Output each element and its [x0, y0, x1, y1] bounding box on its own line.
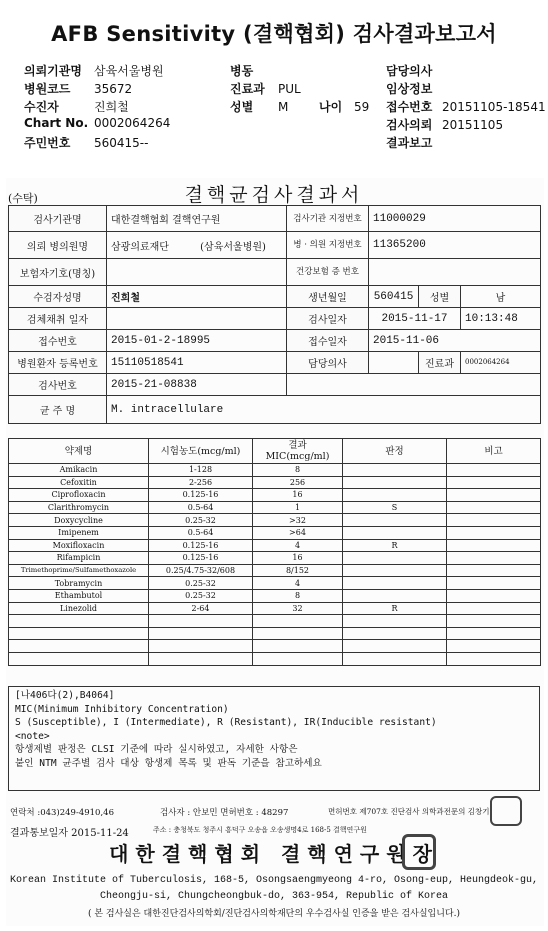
mic-value: 16 [253, 489, 343, 502]
inst-label: 검사기관명 [9, 206, 107, 232]
remark [447, 627, 541, 640]
interpretation [343, 552, 447, 565]
remark [447, 589, 541, 602]
interpretation [343, 589, 447, 602]
dob-value: 560415 [369, 286, 419, 308]
mic-value [253, 652, 343, 665]
test-range: 0.25-32 [149, 514, 253, 527]
header-field-label: 결과보고 [386, 136, 433, 150]
header-field-label: 접수번호 [386, 100, 433, 114]
header-field-label: 의뢰기관명 [24, 64, 82, 78]
recvdate-value: 2015-11-06 [369, 330, 541, 352]
header-field-label: 성별 [230, 100, 254, 114]
interpretation [343, 464, 447, 477]
dept-value: 0002064264 [461, 352, 541, 374]
mic-value: >64 [253, 526, 343, 539]
reg-value: 15110518541 [107, 352, 287, 374]
header-field-label: 주민번호 [24, 136, 71, 150]
footer-report-date: 결과통보일자 2015-11-24 [10, 828, 129, 839]
header-field-value: 삼육서울병원 [94, 64, 164, 78]
note-line: 항생제별 판정은 CLSI 기준에 따라 실시하였고, 자세한 사항은 [15, 744, 298, 755]
test-range: 2-256 [149, 476, 253, 489]
footer-phone: 연락처 :043)249-4910,46 [10, 808, 114, 818]
footer-english-line1: Korean Institute of Tuberculosis, 168-5, Osongsaengmyeong 4-ro, Osong-eup, Heungdeok-gu, [9, 875, 539, 886]
interpretation: R [343, 602, 447, 615]
header-field [230, 98, 301, 116]
test-range: 0.5-64 [149, 526, 253, 539]
col-mic-header: 결과 MIC(mcg/ml) [253, 439, 343, 464]
doc-value [369, 352, 419, 374]
health-label: 건강보험 증 번호 [287, 259, 369, 286]
remark [447, 640, 541, 653]
interpretation [343, 514, 447, 527]
req-cell [107, 232, 287, 259]
health-value [369, 259, 541, 286]
test-range: 2-64 [149, 602, 253, 615]
header-field-label: 병동 [230, 64, 254, 78]
sex-value: 남 [461, 286, 541, 308]
code-value: 11000029 [369, 206, 541, 232]
mic-value [253, 627, 343, 640]
header-field-label: 임상정보 [386, 82, 433, 96]
mic-value: 8 [253, 464, 343, 477]
collect-value [107, 308, 287, 330]
drug-name: Moxifloxacin [9, 539, 149, 552]
test-range: 0.125-16 [149, 539, 253, 552]
header-field-value: PUL [278, 82, 301, 96]
drug-name [9, 615, 149, 628]
interpretation [343, 640, 447, 653]
note-line: MIC(Minimum Inhibitory Concentration) [15, 703, 229, 715]
footer-english-line2: Cheongju-si, Chungcheongbuk-do, 363-954, Republic of Korea [99, 891, 449, 902]
remark [447, 501, 541, 514]
inst-value: 대한결핵협회 결핵연구원 [107, 206, 287, 232]
table-row [9, 489, 541, 502]
ins-label: 보험자기호(명칭) [9, 259, 107, 286]
req-sub: (삼육서울병원) [200, 241, 266, 253]
recv-value: 2015-01-2-18995 [107, 330, 287, 352]
header-field [386, 116, 546, 134]
table-row [9, 627, 541, 640]
col-conc-header: 시험농도(mcg/ml) [149, 439, 253, 464]
table-row [9, 526, 541, 539]
testdate-value: 2015-11-17 [369, 308, 461, 330]
req-label: 의뢰 병의원명 [9, 232, 107, 259]
header-field [24, 62, 170, 80]
table-row [9, 652, 541, 665]
header-field [24, 80, 170, 98]
testno-value: 2015-21-08838 [107, 374, 287, 396]
interpretation [343, 526, 447, 539]
note-line: S (Susceptible), I (Intermediate), R (Resistant), IR(Inducible resistant) [15, 717, 437, 728]
interpretation [343, 652, 447, 665]
header-col-1 [24, 62, 170, 152]
drug-name: Amikacin [9, 464, 149, 477]
header-field-value: 20151105-18541 [442, 100, 546, 114]
interpretation [343, 476, 447, 489]
mic-value: 1 [253, 501, 343, 514]
drug-name: Ethambutol [9, 589, 149, 602]
page-title: AFB Sensitivity (결핵협회) 검사결과보고서 [51, 22, 497, 46]
doctor-seal [490, 796, 522, 826]
remark [447, 514, 541, 527]
table-row [9, 464, 541, 477]
remark [447, 464, 541, 477]
remark [447, 564, 541, 577]
header-field-label: 수진자 [24, 100, 59, 114]
header-field-value: 35672 [94, 82, 133, 96]
report-stamp-note: (수탁) [8, 192, 38, 205]
test-range [149, 615, 253, 628]
remark [447, 577, 541, 590]
recvdate-label: 접수일자 [287, 330, 369, 352]
reg-label: 병원환자 등록번호 [9, 352, 107, 374]
test-range: 0.25-32 [149, 577, 253, 590]
drug-name: Trimethoprime/Sulfamethoxazole [9, 564, 149, 577]
collect-label: 검체채취 일자 [9, 308, 107, 330]
header-field [230, 62, 301, 80]
col-note-header: 비고 [447, 439, 541, 464]
mic-value [253, 615, 343, 628]
header-field-value: M [278, 100, 289, 114]
interpretation [343, 577, 447, 590]
interpretation [343, 615, 447, 628]
col-result-header: 판정 [343, 439, 447, 464]
table-row [9, 539, 541, 552]
remark [447, 615, 541, 628]
mic-value: >32 [253, 514, 343, 527]
remark [447, 489, 541, 502]
header-field [386, 98, 546, 116]
drug-name [9, 627, 149, 640]
test-range [149, 652, 253, 665]
institute-seal [402, 834, 436, 870]
interpretation [343, 564, 447, 577]
table-row [9, 552, 541, 565]
mic-value: 8 [253, 589, 343, 602]
mic-value: 4 [253, 539, 343, 552]
drug-table-header [9, 439, 541, 464]
header-field-label: Chart No. [24, 116, 89, 130]
testdate-label: 검사일자 [287, 308, 369, 330]
remark [447, 539, 541, 552]
header-field [24, 134, 170, 152]
test-range: 0.25-32 [149, 589, 253, 602]
note-line: [나406다(2),B4064] [15, 690, 115, 701]
mic-value: 32 [253, 602, 343, 615]
col-drug-header: 약제명 [9, 439, 149, 464]
drug-name: Rifampicin [9, 552, 149, 565]
header-field [24, 98, 170, 116]
report-title: 결핵균검사결과서 [184, 184, 364, 206]
header-field-value: 560415-- [94, 136, 149, 150]
dept-label: 진료과 [419, 352, 461, 374]
drug-name: Doxycycline [9, 514, 149, 527]
testno-blank [287, 374, 541, 396]
dob-label: 생년월일 [287, 286, 369, 308]
header-col-3 [386, 62, 546, 152]
footer-license: 면허번호 제707호 진단검사 의학과전문의 김창기 [328, 807, 490, 816]
header-field-label: 진료과 [230, 82, 265, 96]
header-col-2 [230, 62, 301, 116]
header-age [319, 98, 369, 115]
code-label: 검사기관 지정번호 [287, 206, 369, 232]
drug-name: Ciprofloxacin [9, 489, 149, 502]
header-field [24, 116, 170, 134]
remark [447, 602, 541, 615]
mic-value: 4 [253, 577, 343, 590]
report-notes [8, 686, 540, 791]
header-field [230, 80, 301, 98]
header-field-value: 0002064264 [94, 116, 171, 130]
table-row [9, 476, 541, 489]
header-field-value: 진희철 [94, 100, 129, 114]
age-label: 나이 [319, 100, 343, 114]
test-range [149, 640, 253, 653]
drug-name [9, 640, 149, 653]
remark [447, 476, 541, 489]
doc-label: 담당의사 [287, 352, 369, 374]
table-row [9, 501, 541, 514]
table-row [9, 564, 541, 577]
test-range: 0.5-64 [149, 501, 253, 514]
hosp-value: 11365200 [369, 232, 541, 259]
header-field-value: 20151105 [442, 118, 504, 132]
header-field [386, 80, 546, 98]
header-field [386, 134, 546, 152]
drug-name: Linezolid [9, 602, 149, 615]
drug-name: Tobramycin [9, 577, 149, 590]
hosp-label: 병 · 의원 지정번호 [287, 232, 369, 259]
species-label: 균 주 명 [9, 396, 107, 424]
ins-value [107, 259, 287, 286]
mic-value [253, 640, 343, 653]
name-label: 수검자성명 [9, 286, 107, 308]
footer-certification: ( 본 검사실은 대한진단검사의학회/진단검사의학재단의 우수검사실 인증을 받은 검사실입니다.) [87, 909, 460, 919]
footer-tester: 검사자 : 안보민 면허번호 : 48297 [160, 808, 289, 818]
table-row [9, 589, 541, 602]
header-field-label: 담당의사 [386, 64, 433, 78]
remark [447, 652, 541, 665]
table-row [9, 514, 541, 527]
remark [447, 552, 541, 565]
drug-sensitivity-table [8, 438, 541, 666]
drug-name: Cefoxitin [9, 476, 149, 489]
drug-name: Imipenem [9, 526, 149, 539]
drug-name [9, 652, 149, 665]
test-range [149, 627, 253, 640]
header-field-label: 검사의뢰 [386, 118, 433, 132]
mic-value: 256 [253, 476, 343, 489]
sex-label: 성별 [419, 286, 461, 308]
interpretation: R [343, 539, 447, 552]
test-range: 1-128 [149, 464, 253, 477]
note-line: 붙인 NTM 균주별 검사 대상 항생제 목록 및 판독 기준을 참고하세요 [15, 757, 322, 769]
footer-address: 주소 : 충청북도 청주시 흥덕구 오송읍 오송생명4로 168-5 결핵연구원 [153, 826, 367, 834]
interpretation: S [343, 501, 447, 514]
header-field [386, 62, 546, 80]
req-value: 삼광의료재단 [111, 241, 169, 253]
remark [447, 526, 541, 539]
mic-value: 16 [253, 552, 343, 565]
test-range: 0.125-16 [149, 552, 253, 565]
interpretation [343, 627, 447, 640]
test-range: 0.125-16 [149, 489, 253, 502]
testtime-value: 10:13:48 [461, 308, 541, 330]
table-row [9, 577, 541, 590]
test-range: 0.25/4.75-32/608 [149, 564, 253, 577]
table-row [9, 640, 541, 653]
note-line: <note> [15, 730, 50, 742]
species-value: M. intracellulare [107, 396, 541, 424]
table-row [9, 615, 541, 628]
testno-label: 검사번호 [9, 374, 107, 396]
mic-value: 8/152 [253, 564, 343, 577]
recv-label: 접수번호 [9, 330, 107, 352]
name-value: 진희철 [107, 286, 287, 308]
table-row [9, 602, 541, 615]
header-field-label: 병원코드 [24, 82, 71, 96]
age-value: 59 [354, 100, 370, 114]
footer-org-name: 대한결핵협회 결핵연구원장 [109, 842, 439, 866]
interpretation [343, 489, 447, 502]
report-info-table [8, 205, 541, 424]
drug-name: Clarithromycin [9, 501, 149, 514]
